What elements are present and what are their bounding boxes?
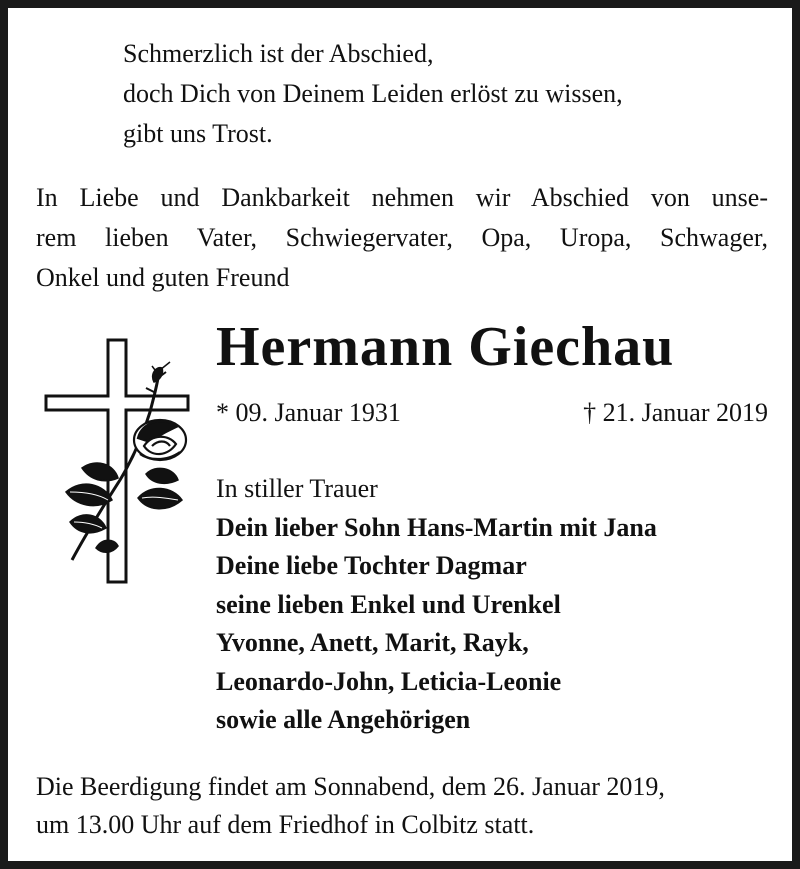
funeral-line: Die Beerdigung findet am Sonnabend, dem 26. Januar 2019, <box>36 772 665 801</box>
mourner-line: seine lieben Enkel und Urenkel <box>216 589 561 619</box>
mourners-heading: In stiller Trauer <box>216 474 378 503</box>
quote-line: gibt uns Trost. <box>123 119 273 148</box>
death-date: † 21. Januar 2019 <box>583 398 768 427</box>
mourner-line: Leonardo-John, Leticia-Leonie <box>216 666 562 696</box>
intro-line: In Liebe und Dankbarkeit nehmen wir Abschied von unse- <box>36 183 768 212</box>
mourner-line: Yvonne, Anett, Marit, Rayk, <box>216 628 529 657</box>
deceased-name: Hermann Giechau <box>216 316 675 378</box>
opening-quote <box>123 34 623 154</box>
intro-text <box>36 178 768 298</box>
quote-line: Schmerzlich ist der Abschied, <box>123 39 434 68</box>
mourner-line: Deine liebe Tochter Dagmar <box>216 551 527 580</box>
quote-line: doch Dich von Deinem Leiden erlöst zu wissen, <box>123 79 623 108</box>
funeral-info <box>36 768 665 844</box>
funeral-line: um 13.00 Uhr auf dem Friedhof in Colbitz statt. <box>36 810 535 839</box>
mourner-line: Dein lieber Sohn Hans-Martin mit Jana <box>216 512 657 542</box>
mourners-block <box>216 470 657 740</box>
birth-date: * 09. Januar 1931 <box>216 398 401 427</box>
cross-with-rose-icon <box>42 334 194 588</box>
intro-line: rem lieben Vater, Schwiegervater, Opa, Uropa, Schwager, <box>36 223 768 252</box>
mourner-line: sowie alle Angehörigen <box>216 705 471 734</box>
intro-line: Onkel und guten Freund <box>36 263 290 292</box>
